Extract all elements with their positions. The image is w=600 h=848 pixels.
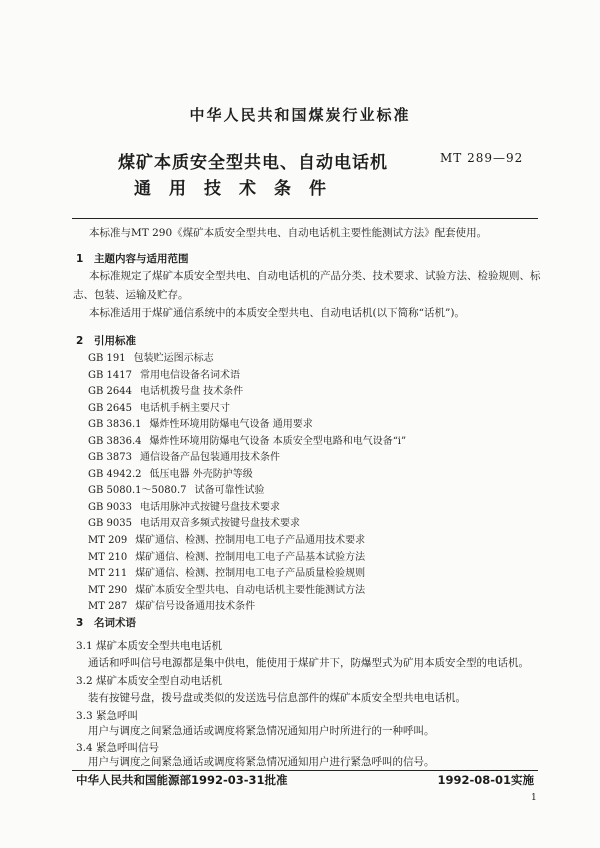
ref-title: 试备可靠性试验 [194, 485, 265, 497]
term-3-1 [76, 638, 222, 653]
section-title: 名词术语 [94, 617, 136, 629]
term-number: 3.2 [76, 675, 93, 687]
implementation-date: 1992-08-01实施 [437, 773, 534, 787]
document-title-line2: 通用技术条件 [134, 179, 344, 199]
ref-title: 爆炸性环境用防爆电气设备 通用要求 [149, 419, 313, 431]
intro-paragraph: 本标准与MT 290《煤矿本质安全型共电、自动电话机主要性能测试方法》配套使用。 [89, 227, 488, 239]
ref-code: GB 3836.1 [88, 419, 142, 431]
ref-title: 煤矿本质安全型共电、自动电话机主要性能测试方法 [135, 584, 366, 596]
referenced-standards-list [88, 351, 406, 616]
ref-title: 爆炸性环境用防爆电气设备 本质安全型电路和电气设备“i” [149, 435, 407, 447]
ref-code: GB 3836.4 [88, 435, 142, 447]
document-title-line1: 煤矿本质安全型共电、自动电话机 [118, 153, 388, 173]
ref-title: 常用电信设备名词术语 [139, 369, 240, 381]
ref-title: 通信设备产品包装通用技术条件 [139, 452, 280, 464]
term-name: 煤矿本质安全型共电电话机 [96, 640, 222, 652]
list-item [88, 550, 406, 567]
term-3-4 [76, 740, 159, 755]
term-number: 3.4 [76, 742, 93, 754]
term-definition: 用户与调度之间紧急通话或调度将紧急情况通知用户时所进行的一种呼叫。 [88, 725, 435, 737]
ref-code: GB 9033 [88, 501, 132, 513]
approval-line: 中华人民共和国能源部1992-03-31批准 [76, 773, 288, 787]
ref-title: 电话用双音多频式按键号盘技术要求 [139, 518, 300, 530]
page-number: 1 [531, 793, 537, 803]
ref-code: GB 9035 [88, 518, 132, 530]
list-item [88, 583, 406, 600]
ref-code: MT 290 [88, 584, 128, 596]
ref-title: 煤矿通信、检测、控制用电工电子产品基本试验方法 [135, 551, 366, 563]
ref-code: GB 4942.2 [88, 468, 142, 480]
ref-code: GB 3873 [88, 452, 132, 464]
ref-code: MT 211 [88, 568, 128, 580]
list-item [88, 368, 406, 385]
section-1-heading [76, 251, 189, 266]
list-item [88, 467, 406, 484]
standard-code: MT 289—92 [440, 151, 524, 165]
header-divider [72, 218, 538, 219]
list-item [88, 516, 406, 533]
section-3-heading [76, 615, 136, 630]
list-item [88, 450, 406, 467]
term-definition: 通话和呼叫信号电源都是集中供电，能使用于煤矿井下，防爆型式为矿用本质安全型的电话机。 [88, 657, 529, 669]
list-item [88, 500, 406, 517]
term-definition: 装有按键号盘，拨号盘或类似的发送选号信息部件的煤矿本质安全型共电电话机。 [88, 692, 466, 704]
list-item [88, 599, 406, 616]
term-number: 3.3 [76, 710, 93, 722]
ref-title: 电话机手柄主要尺寸 [139, 402, 230, 414]
section-1-paragraph-2: 本标准适用于煤矿通信系统中的本质安全型共电、自动电话机(以下简称“话机”)。 [89, 307, 465, 319]
list-item [88, 401, 406, 418]
section-number: 1 [76, 253, 84, 265]
list-item [88, 533, 406, 550]
ref-code: GB 191 [88, 353, 126, 364]
list-item [88, 351, 406, 368]
section-number: 3 [76, 617, 84, 629]
section-2-heading [76, 333, 136, 348]
list-item [88, 434, 406, 451]
term-name: 煤矿本质安全型自动电话机 [96, 675, 222, 687]
term-3-2 [76, 673, 222, 688]
section-number: 2 [76, 335, 84, 347]
term-name: 紧急呼叫 [96, 710, 138, 722]
ref-title: 煤矿通信、检测、控制用电工电子产品通用技术要求 [135, 535, 366, 547]
ref-title: 煤矿通信、检测、控制用电工电子产品质量检验规则 [135, 568, 366, 580]
section-title: 主题内容与适用范围 [94, 253, 189, 265]
ref-code: GB 2645 [88, 402, 132, 414]
section-1-paragraph-1: 本标准规定了煤矿本质安全型共电、自动电话机的产品分类、技术要求、试验方法、检验规则、标志、包装、运输及贮存。 [73, 270, 541, 301]
footer-divider [72, 770, 538, 771]
term-definition: 用户与调度之间紧急通话或调度将紧急情况通知用户进行紧急呼叫的信号。 [88, 756, 435, 768]
ref-code: GB 5080.1～5080.7 [88, 485, 187, 497]
section-title: 引用标准 [94, 335, 136, 347]
ref-title: 低压电器 外壳防护等级 [149, 468, 253, 480]
ref-title: 煤矿信号设备通用技术条件 [135, 601, 256, 613]
ref-code: MT 210 [88, 551, 128, 563]
ref-code: GB 1417 [88, 369, 132, 381]
ref-title: 包装贮运图示标志 [133, 353, 214, 364]
list-item [88, 483, 406, 500]
term-number: 3.1 [76, 640, 93, 652]
ref-code: MT 209 [88, 535, 128, 547]
list-item [88, 384, 406, 401]
ref-title: 电话用脉冲式按键号盘技术要求 [139, 501, 280, 513]
ref-code: GB 2644 [88, 386, 132, 398]
ref-code: MT 287 [88, 601, 128, 613]
ref-title: 电话机拨号盘 技术条件 [139, 386, 244, 398]
list-item [88, 566, 406, 583]
list-item [88, 417, 406, 434]
industry-standard-heading: 中华人民共和国煤炭行业标准 [189, 106, 411, 124]
term-3-3 [76, 708, 138, 723]
term-name: 紧急呼叫信号 [96, 742, 159, 754]
